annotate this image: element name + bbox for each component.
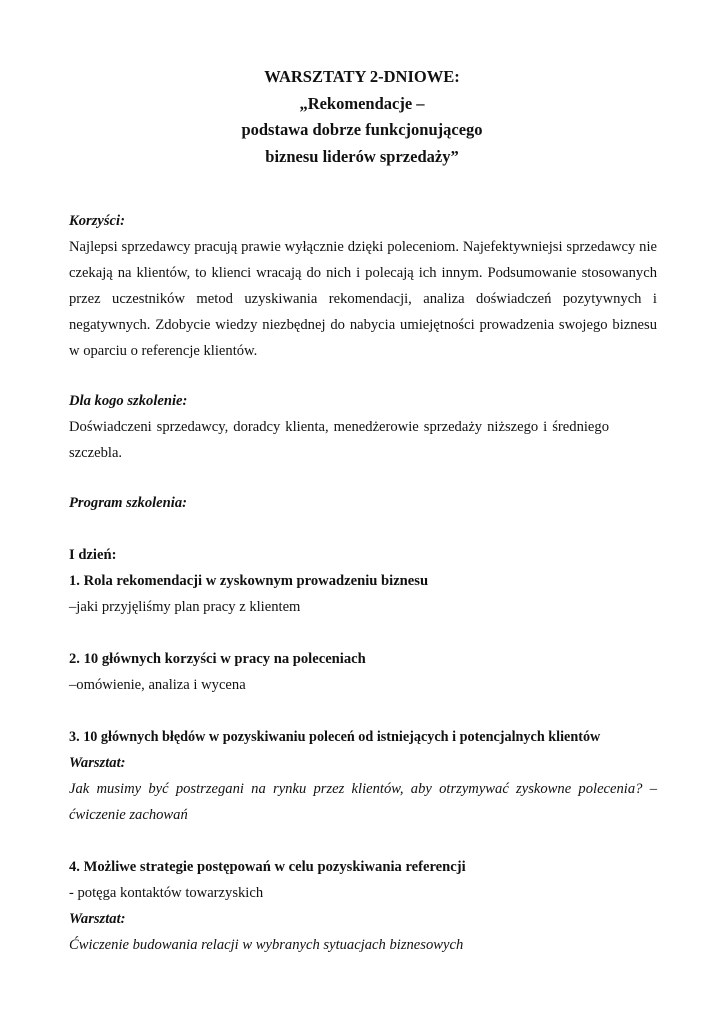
program-item-3-title: 3. 10 głównych błędów w pozyskiwaniu poleceń od istniejących i potencjalnych klientów [69,729,601,745]
spacer [69,620,657,646]
program-item-4-sub: - potęga kontaktów towarzyskich [69,885,264,901]
title-line-1: WARSZTATY 2-DNIOWE: [264,67,460,86]
program-item-4-workshop-text: Ćwiczenie budowania relacji w wybranych sytuacjach biznesowych [69,937,464,953]
spacer [69,364,657,388]
document-body [69,208,657,958]
benefits-heading: Korzyści: [69,213,125,229]
program-item-1-sub: –jaki przyjęliśmy plan pracy z klientem [69,599,301,615]
benefits-text: Najlepsi sprzedawcy pracują prawie wyłącznie dzięki poleceniom. Najefektywniejsi sprzedawcy nie czekają na klientów, to klienci wracają do nich i polecają ich innym. Podsumowanie stosowanych przez uczestników metod uzyskiwania rekomendacji, analiza doświadczeń pozytywnych i negatywnych. Zdobycie wiedzy niezbędnej do nabycia umiejętności prowadzenia swojego biznesu w oparciu o referencje klientów. [69,239,657,359]
spacer [69,466,657,490]
spacer [69,698,657,724]
document-title [0,64,724,170]
program-item-4-title: 4. Możliwe strategie postępowań w celu pozyskiwania referencji [69,859,466,875]
title-line-3: podstawa dobrze funkcjonującego [241,120,483,139]
spacer [69,516,657,542]
program-item-1-title: 1. Rola rekomendacji w zyskownym prowadzeniu biznesu [69,573,429,589]
spacer [69,828,657,854]
program-item-2-sub: –omówienie, analiza i wycena [69,677,246,693]
program-item-3-workshop-label: Warsztat: [69,755,126,771]
audience-text: Doświadczeni sprzedawcy, doradcy klienta, menedżerowie sprzedaży niższego i średniego szczebla. [69,419,609,461]
program-item-4-workshop-label: Warsztat: [69,911,126,927]
title-line-4: biznesu liderów sprzedaży” [265,146,459,166]
title-line-2: „Rekomendacje – [299,93,425,113]
day-label: I dzień: [69,547,117,563]
program-heading: Program szkolenia: [69,495,187,511]
audience-heading: Dla kogo szkolenie: [69,393,188,409]
program-item-3-workshop-text: Jak musimy być postrzegani na rynku przez klientów, aby otrzymywać zyskowne polecenia? – ćwiczenie zachowań [69,781,657,823]
program-item-2-title: 2. 10 głównych korzyści w pracy na poleceniach [69,651,366,667]
